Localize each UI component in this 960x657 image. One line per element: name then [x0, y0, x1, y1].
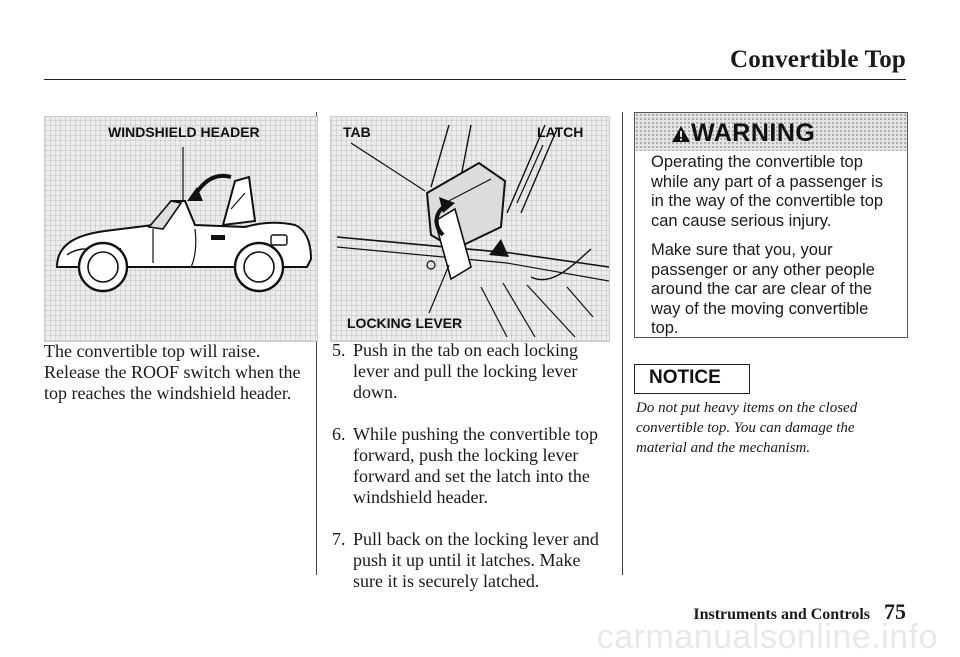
notice-line: convertible top. You can damage the	[636, 420, 855, 436]
step-line: lever and pull the locking lever	[353, 361, 578, 381]
left-paragraph-line: top reaches the windshield header.	[44, 383, 292, 403]
car-illustration	[45, 117, 317, 341]
page-number: 75	[884, 599, 906, 624]
notice-badge	[634, 364, 750, 394]
step-line: Push in the tab on each locking	[353, 340, 578, 360]
header-rule	[44, 79, 906, 80]
instruction-steps	[330, 340, 620, 613]
warning-line: passenger or any other people	[651, 260, 875, 279]
step-number: 7.	[332, 529, 346, 549]
latch-illustration	[331, 117, 609, 341]
watermark: carmanualsonline.info	[596, 618, 938, 656]
notice-line: material and the mechanism.	[636, 440, 811, 456]
step-5	[330, 340, 620, 403]
warning-header	[635, 113, 907, 151]
figure-windshield-header	[44, 116, 318, 342]
warning-line: around the car are clear of the	[651, 280, 873, 298]
figure-label-locking-lever: LOCKING LEVER	[347, 315, 463, 331]
left-paragraph	[44, 341, 316, 404]
figure-label-latch: LATCH	[537, 124, 584, 140]
figure-label-tab: TAB	[343, 124, 371, 140]
warning-paragraph-1	[651, 153, 901, 231]
warning-title: WARNING	[691, 119, 816, 147]
step-line: Pull back on the locking lever and	[353, 529, 599, 549]
column-divider-2	[622, 112, 623, 575]
notice-label: NOTICE	[649, 367, 721, 388]
figure-locking-lever	[330, 116, 610, 342]
notice-text	[636, 398, 906, 458]
step-line: down.	[353, 382, 398, 402]
step-6	[330, 424, 620, 508]
warning-line: Make sure that you, your	[651, 241, 833, 259]
page-title: Convertible Top	[730, 46, 906, 73]
warning-line: way of the moving convertible	[651, 299, 869, 318]
left-paragraph-line: Release the ROOF switch when the	[44, 362, 301, 382]
step-7	[330, 529, 620, 592]
step-number: 5.	[332, 340, 346, 360]
step-number: 6.	[332, 424, 346, 444]
step-line: forward, push the locking lever	[353, 445, 579, 465]
warning-box	[634, 112, 908, 338]
step-line: forward and set the latch into the	[353, 466, 590, 486]
warning-line: top.	[651, 319, 679, 337]
step-line: sure it is securely latched.	[353, 571, 540, 591]
step-line: windshield header.	[353, 487, 488, 507]
warning-line: Operating the convertible top	[651, 153, 863, 171]
warning-line: in the way of the convertible top	[651, 192, 884, 210]
figure-label-windshield-header: WINDSHIELD HEADER	[108, 124, 260, 140]
notice-line: Do not put heavy items on the closed	[636, 400, 858, 416]
left-paragraph-line: The convertible top will raise.	[44, 341, 261, 361]
warning-line: can cause serious injury.	[651, 211, 832, 230]
step-line: push it up until it latches. Make	[353, 550, 581, 570]
warning-triangle-icon	[671, 125, 691, 143]
step-line: While pushing the convertible top	[353, 424, 598, 444]
warning-paragraph-2	[651, 241, 901, 339]
warning-line: while any part of a passenger is	[651, 172, 884, 191]
footer-section-title: Instruments and Controls	[693, 606, 870, 623]
